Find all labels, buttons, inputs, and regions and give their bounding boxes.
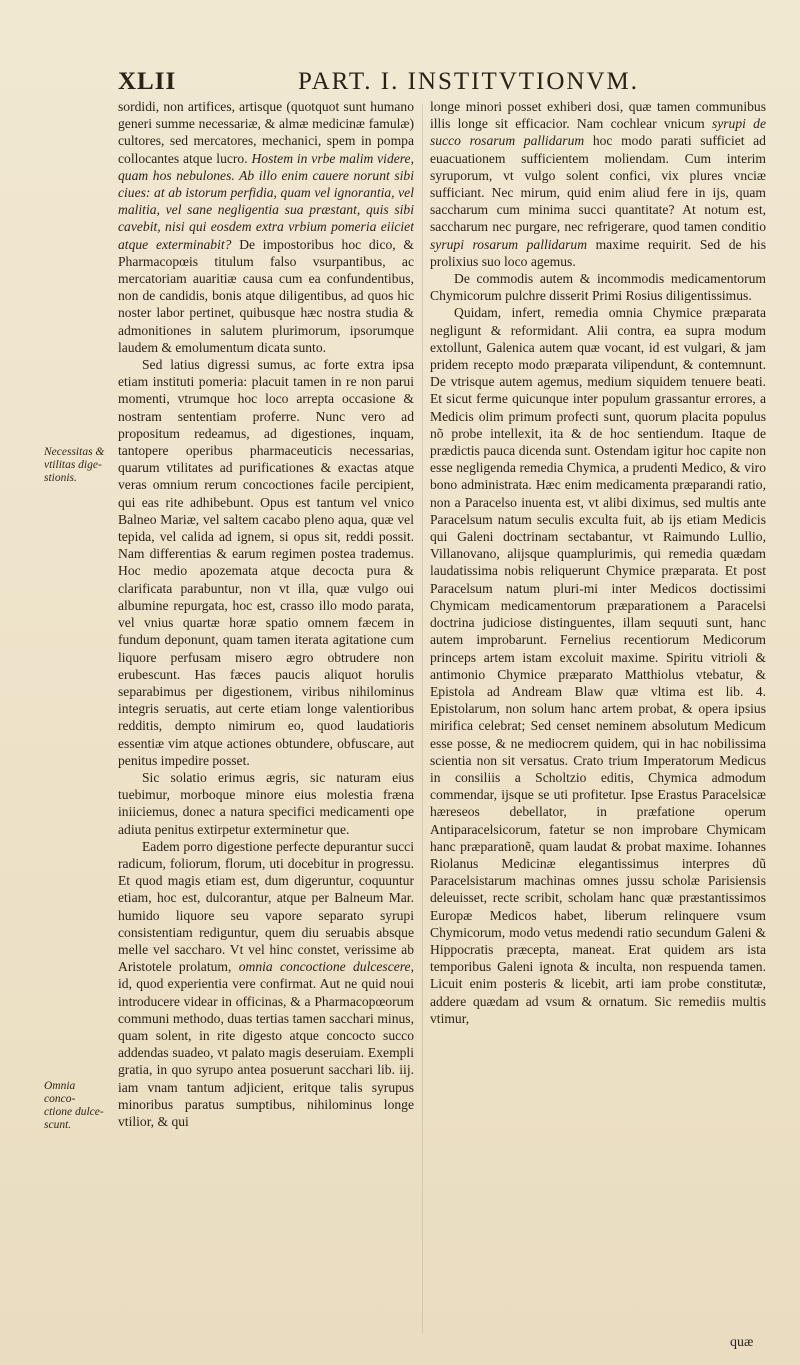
text-run: id, quod experientia vere confirmat. Aut ne quid noui introducere videar in officinas, & a Pharmacopœorum communi methodo, duas tertias tamen sacchari minus, quam solent, in rite digesto atque concocto succo addendas suadeo, vt palato magis deseruiam. Exempli gratia, in quo syrupo antea posuerunt sacchari lib. iij. iam vnam tantum adjicient, eritque talis syrupus minoribus paratus sumptibus, nihilominus longe vtilior, & qui [118, 976, 414, 1129]
text-run: sordidi, non artifices, artisque (quotquot sunt humano generi summe necessariæ, & almæ medicinæ famulæ) cultores, sed mercatores, mechanici, spem in pompa collocantes atque lucro. [118, 99, 414, 166]
quotation: Hostem in vrbe malim videre, quam hos nebulones. Ab illo enim cauere norunt sibi ciues: at ab istorum perfidia, quam vel ignorantia, vel malitia, vel sane negligentia sua præstant, quis sibi cavebit, nisi qui eosdem extra vrbium pomeria eiiciet atque exterminabit? [118, 150, 414, 252]
italic-phrase: syrupi rosarum pallidarum [430, 236, 588, 252]
page-header [118, 62, 768, 100]
margin-note-line: ctione dulce- [44, 1106, 104, 1118]
margin-note-line: Omnia conco- [44, 1080, 76, 1105]
paragraph [118, 838, 414, 1130]
running-title: PART. I. INSTITVTIONVM. [298, 68, 640, 95]
folio-number: XLII [118, 68, 177, 95]
text-run: Eadem porro digestione perfecte depurantur succi radicum, foliorum, florum, uti docebitur in progressu. Et quod magis etiam est, dum digeruntur, coquuntur etiam, hoc est, dulcorantur, atque per Balneum Mar. humido liquore seu vapore separato syrupi consistentiam rediguntur, quem diu seruabis absque melle vel saccharo. Vt vel hinc constet, verissime ab Aristotele prolatum, [118, 838, 414, 975]
italic-phrase: omnia concoctione dulcescere, [238, 959, 414, 975]
text-run: hoc modo parati sufficiet ad euacuationem sufficientem moliendam. Cum interim syruporum, vt vulgo solent confici, vix plures vnciæ sufficiant. Nec mirum, quid enim aliud fere in ijs, quam saccharum cum minima succi quantitate? At notum est, saccharum nec purgare, nec refrigerare, quod tamen conditio [430, 133, 766, 235]
margin-note-line: stionis. [44, 472, 77, 484]
paragraph: Quidam, infert, remedia omnia Chymice præparata negligunt & reformidant. Alii contra, ea supra modum extollunt, Galenica autem quæ vocant, id est vulgari, & jam pridem recepto modo præparata vilipendunt, & contemnunt. De vtrisque autem agemus, medium siquidem tenuere beati. Et sicut ferme quicunque inter populum grassantur errores, a Medicis olim primum profecti sunt, quorum placita populus nõ probe intellexit, ita & de hoc sentiendum. Itaque de prædictis pauca dicenda sunt. Ostendam igitur hoc capite non esse negligenda remedia Chymica, a prudenti Medico, & viro bono administrata. Hæc enim medicamenta præparandi ratio, non a Paracelso inuenta est, vt alibi diximus, sed multis ante Paracelsum natum seculis exculta fuit, ab ijs etiam Medicis qui Galeni doctrinam sectabantur, vt Raimundo Lullio, Villanovano, alijsque quamplurimis, qui remedia quædam laudatissima nobis reliquerunt Chymice præparata. Et post Paracelsum natum pluri-mi inter Medicos doctissimi Chymicam medicamentorum præparationem a Paracelsi doctrina judiciose distinguentes, illam sequuti sunt, hanc autem improbarunt. Fernelius recentiorum Medicorum princeps artem istam excoluit maxime. Spiritu vitrioli & antimonio Chymice præparato Matthiolus vtebatur, & Epistola ad Andream Blaw quæ vltima est lib. 4. Epistolarum, non solum hanc artem probat, & opera ipsius mirifica celebrat; Sed censet neminem absolutum Medicum esse posse, & ne mediocrem quidem, qui in hac nobilissima scientia non sit versatus. Crato trium Imperatorum Medicus in consiliis a Scholtzio editis, Chymica admodum commendar, ijsque se uti profitetur. Ipse Erastus Paracelsicæ hæreseos debellator, in præfatione operum Antiparacelsicorum, fatetur se non improbare Chymicam hanc præparationẽ, quam laudat & probat maxime. Iohannes Riolanus Medicinæ elegantissimus interpres dũ Paracelsistarum machinas omnes jussu scholæ Parisiensis deleuisset, recte scribit, scholam hanc quæ præstantissimos Europæ Medicos habet, liberum relinquere vsum Chymicorum, modo vetus medendi ratio secundum Galeni & Hippocratis præcepta, maneat. Erat quidem ars ista temporibus Galeni ignota & inculta, non respuenda tamen. Licuit enim posteris & licebit, arti iam probe constitutæ, addere quædam ad vsum & ornatum. Sic remediis multis vtimur, [430, 305, 766, 1026]
left-column [118, 98, 414, 1348]
text-run: De impostoribus hoc dico, & Pharmacopœis titulum falso vsurpantibus, ac mercatoriam auaritiæ causa cum ea confundentibus, non de candidis, bonis atque diligentibus, ad quos hic noster labor pertinet, quibusque hæc nostra studia & admonitiones in salutem plurimorum, ipsorumque laudem & emolumentum dicata sunto. [118, 236, 414, 355]
paragraph [430, 98, 766, 270]
margin-note-line: vtilitas dige- [44, 459, 102, 471]
text-run: longe minori posset exhiberi dosi, quæ tamen communibus illis longe sit efficacior. Nam cochlear vnicum [430, 99, 766, 132]
margin-note-line: scunt. [44, 1119, 72, 1131]
paragraph: Sic solatio erimus ægris, sic naturam eius tuebimur, morboque minore eius molestia fræna iniiciemus, donec a natura specifici medicamenti ope adiuta penitus extirpetur exterminetur que. [118, 769, 414, 837]
margin-note-line: Necessitas & [44, 446, 105, 458]
margin-note-concoction [44, 1080, 108, 1132]
margin-note-digestion [44, 446, 108, 485]
italic-phrase: syrupi de succo rosarum pallidarum [430, 116, 766, 149]
paragraph [118, 98, 414, 356]
text-run: maxime requirit. Sed de his prolixius suo loco agemus. [430, 236, 766, 269]
catchword: quæ [730, 1335, 754, 1350]
column-divider [422, 104, 423, 1334]
paragraph: Sed latius digressi sumus, ac forte extra ipsa etiam instituti pomeria: placuit tamen in re non parui momenti, vtrumque hoc loco arrepta occasione & nostram sententiam proferre. Nunc vero ad propositum redeamus, ad digestiones, inquam, tantopere operibus pharmaceuticis necessarias, quarum vtilitates ad purificationes & exactas atque veras omnium rerum concoctiones facile percipient, qui eas rite adhibebunt. Opus est tantum vel vnico Balneo Mariæ, vel saltem cacabo pleno aqua, quæ vel tepida, vel calida ad ignem, si opus sit, reddi possit. Nam differentias & earum regimen postea trademus. Hoc medio apozemata atque decocta pura & clarificata parabuntur, non vt illa, quæ vulgo oui albumine repurgata, hoc est, crasso illo modo parata, vel vnius quartæ horæ spatio omnem fæcem in fundum deponunt, quam tamen iterata agitatione cum liquore perfusam misero ægro obtrudere non erubescunt. Has fæces paucis aliquot horulis separabimus per digestionem, viribus nihilominus integris seruatis, aut certe etiam longe valentioribus redditis, dempto nimirum eo, quod laudatioris essentiæ vim atque actiones obtundere, obfuscare, aut penitus impedire posset. [118, 357, 414, 768]
paragraph: De commodis autem & incommodis medicamentorum Chymicorum pulchre disserit Primi Rosius diligentissimus. [430, 271, 766, 304]
right-column [430, 98, 766, 1348]
